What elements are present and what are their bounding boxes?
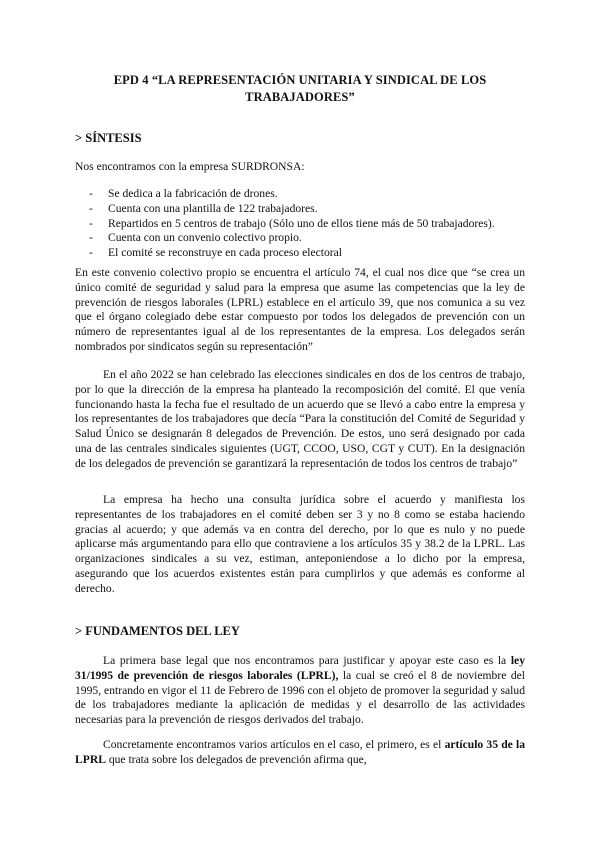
paragraph-consulta: La empresa ha hecho una consulta jurídica sobre el acuerdo y manifiesta los representantes de los trabajadores en el comité deben ser 3 y no 8 como se estaba haciendo gracias al acuerdo; y que además va en contra del derecho, por lo que es nulo y no puede aplicarse más argumentando para ello que contraviene a los artículos 35 y 38.2 de la LPRL. Las organizaciones sindicales a su vez, estiman, anteponiendose a lo dicho por la empresa, asegurando que los acuerdos existentes están para cumplirlos y que además es conforme al derecho. — [75, 493, 525, 595]
paragraph-base-legal: La primera base legal que nos encontramos para justificar y apoyar este caso es la ley 31/1995 de prevención de riesgos laborales (LPRL), la cual se creó el 8 de noviembre del 1995, entrando en vigor el 11 de Febrero de 1996 con el objeto de promover la seguridad y salud de los trabajadores mediante la aplicación de medidas y el desarrollo de las actividades necesarias para la prevención de riesgos derivados del trabajo. — [75, 654, 525, 727]
company-facts-list — [75, 187, 495, 261]
list-item: - Cuenta con una plantilla de 122 trabajadores. — [89, 201, 318, 215]
list-item: - Se dedica a la fabricación de drones. — [89, 187, 278, 200]
list-item: - Repartidos en 5 centros de trabajo (Sólo uno de ellos tiene más de 50 trabajadores). — [89, 216, 495, 230]
title-line-1: EPD 4 “LA REPRESENTACIÓN UNITARIA Y SINDICAL DE LOS — [113, 73, 487, 87]
paragraph-convenio: En este convenio colectivo propio se encuentra el artículo 74, el cual nos dice que “se crea un único comité de seguridad y salud para la empresa que asume las competencias que la ley de prevención de riesgos laborales (LPRL) establece en el artículo 39, que nos comunica a su vez que el órgano colegiado debe estar compuesto por todos los delegados de prevención con un número de representantes igual al de los representantes de la empresa. Los delegados serán nombrados por sindicatos según su representación” — [75, 266, 525, 353]
document-title — [80, 72, 520, 106]
article-reference: artículo 35 de la LPRL — [75, 738, 525, 766]
paragraph-elecciones: En el año 2022 se han celebrado las elecciones sindicales en dos de los centros de trabajo, por lo que la dirección de la empresa ha planteado la recomposición del comité. El que venía funcionando hasta la fecha fue el resultado de un acuerdo que se llevó a cabo entre la empresa y los representantes de los trabajadores que decía “Para la constitución del Comité de Seguridad y Salud Único se designarán 8 delegados de Prevención. De estos, uno será designado por cada una de las centrales sindicales siguientes (UGT, CCOO, USO, CGT y CUT). En la designación de los delegados de prevención se garantizará la representación de todos los centros de trabajo” — [75, 368, 525, 470]
list-item: - El comité se reconstruye en cada proceso electoral — [89, 246, 343, 260]
section-heading-sintesis: > SÍNTESIS — [75, 131, 142, 145]
section-heading-fundamentos: > FUNDAMENTOS DEL LEY — [75, 624, 240, 638]
list-item: - Cuenta con un convenio colectivo propio. — [89, 231, 302, 245]
paragraph-articulo-35: Concretamente encontramos varios artículos en el caso, el primero, es el artículo 35 de la LPRL que trata sobre los delegados de prevención afirma que, — [75, 738, 525, 766]
law-reference: ley 31/1995 de prevención de riesgos laborales (LPRL), — [75, 654, 525, 682]
intro-paragraph: Nos encontramos con la empresa SURDRONSA: — [75, 160, 305, 173]
title-line-2: TRABAJADORES” — [245, 90, 355, 104]
